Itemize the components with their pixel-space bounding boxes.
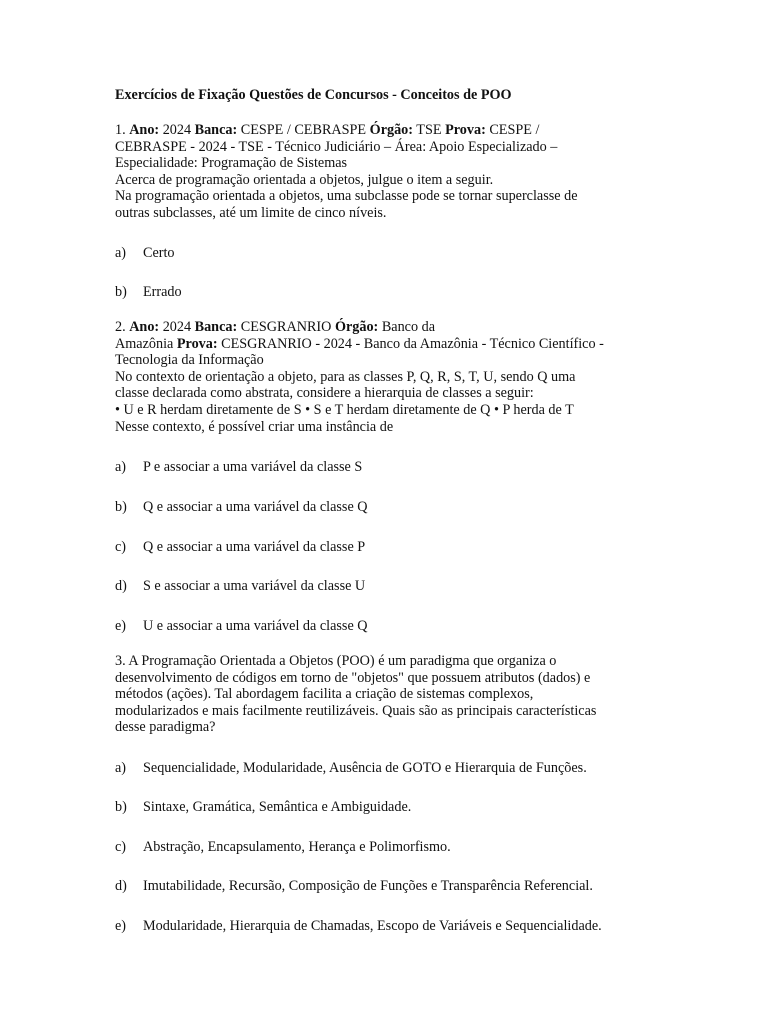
question-1-text: Na programação orientada a objetos, uma subclasse pode se tornar superclasse de [115,188,578,205]
question-3 [115,653,660,736]
question-1-text: Acerca de programação orientada a objetos, julgue o item a seguir. [115,171,494,188]
question-2-prova: Amazônia Prova: CESGRANRIO - 2024 - Banco da Amazônia - Técnico Científico - [115,335,604,352]
question-3-text: 3. A Programação Orientada a Objetos (POO) é um paradigma que organiza o [115,653,557,669]
option-3c[interactable]: c) Abstração, Encapsulamento, Herança e Polimorfismo. [115,839,451,855]
question-1-prova: CEBRASPE - 2024 - TSE - Técnico Judiciário – Área: Apoio Especializado – [115,138,558,155]
option-3d[interactable]: d) Imutabilidade, Recursão, Composição de Funções e Transparência Referencial. [115,878,593,894]
question-3-text: modularizados e mais facilmente reutilizáveis. Quais são as principais características [115,702,597,719]
option-2e[interactable]: e) U e associar a uma variável da classe Q [115,618,368,634]
option-1b[interactable]: b) Errado [115,284,182,300]
option-3e[interactable]: e) Modularidade, Hierarquia de Chamadas, Escopo de Variáveis e Sequencialidade. [115,918,602,934]
option-3a[interactable]: a) Sequencialidade, Modularidade, Ausência de GOTO e Hierarquia de Funções. [115,760,587,776]
question-1 [115,122,660,222]
option-2a[interactable]: a) P e associar a uma variável da classe S [115,459,363,475]
page-title: Exercícios de Fixação Questões de Concursos - Conceitos de POO [115,87,512,103]
question-3-text: desenvolvimento de códigos em torno de "objetos" que possuem atributos (dados) e [115,669,591,686]
question-1-header: 1. Ano: 2024 Banca: CESPE / CEBRASPE Órgão: TSE Prova: CESPE / [115,122,540,138]
option-2b[interactable]: b) Q e associar a uma variável da classe Q [115,499,368,515]
option-1a[interactable]: a) Certo [115,245,175,261]
question-1-text: outras subclasses, até um limite de cinco níveis. [115,204,387,221]
question-3-text: métodos (ações). Tal abordagem facilita a criação de sistemas complexos, [115,686,534,703]
option-3b[interactable]: b) Sintaxe, Gramática, Semântica e Ambiguidade. [115,799,412,815]
question-3-text: desse paradigma? [115,719,216,736]
question-2-text: • U e R herdam diretamente de S • S e T herdam diretamente de Q • P herda de T [115,401,574,418]
question-2 [115,319,660,435]
option-2d[interactable]: d) S e associar a uma variável da classe U [115,578,366,594]
question-2-text: Nesse contexto, é possível criar uma instância de [115,418,394,435]
question-2-text: No contexto de orientação a objeto, para as classes P, Q, R, S, T, U, sendo Q uma [115,368,576,385]
question-2-text: classe declarada como abstrata, considere a hierarquia de classes a seguir: [115,385,534,402]
question-2-header: 2. Ano: 2024 Banca: CESGRANRIO Órgão: Banco da [115,319,436,335]
option-2c[interactable]: c) Q e associar a uma variável da classe P [115,539,366,555]
question-1-prova-cont: Especialidade: Programação de Sistemas [115,155,348,172]
question-2-prova-cont: Tecnologia da Informação [115,352,264,369]
